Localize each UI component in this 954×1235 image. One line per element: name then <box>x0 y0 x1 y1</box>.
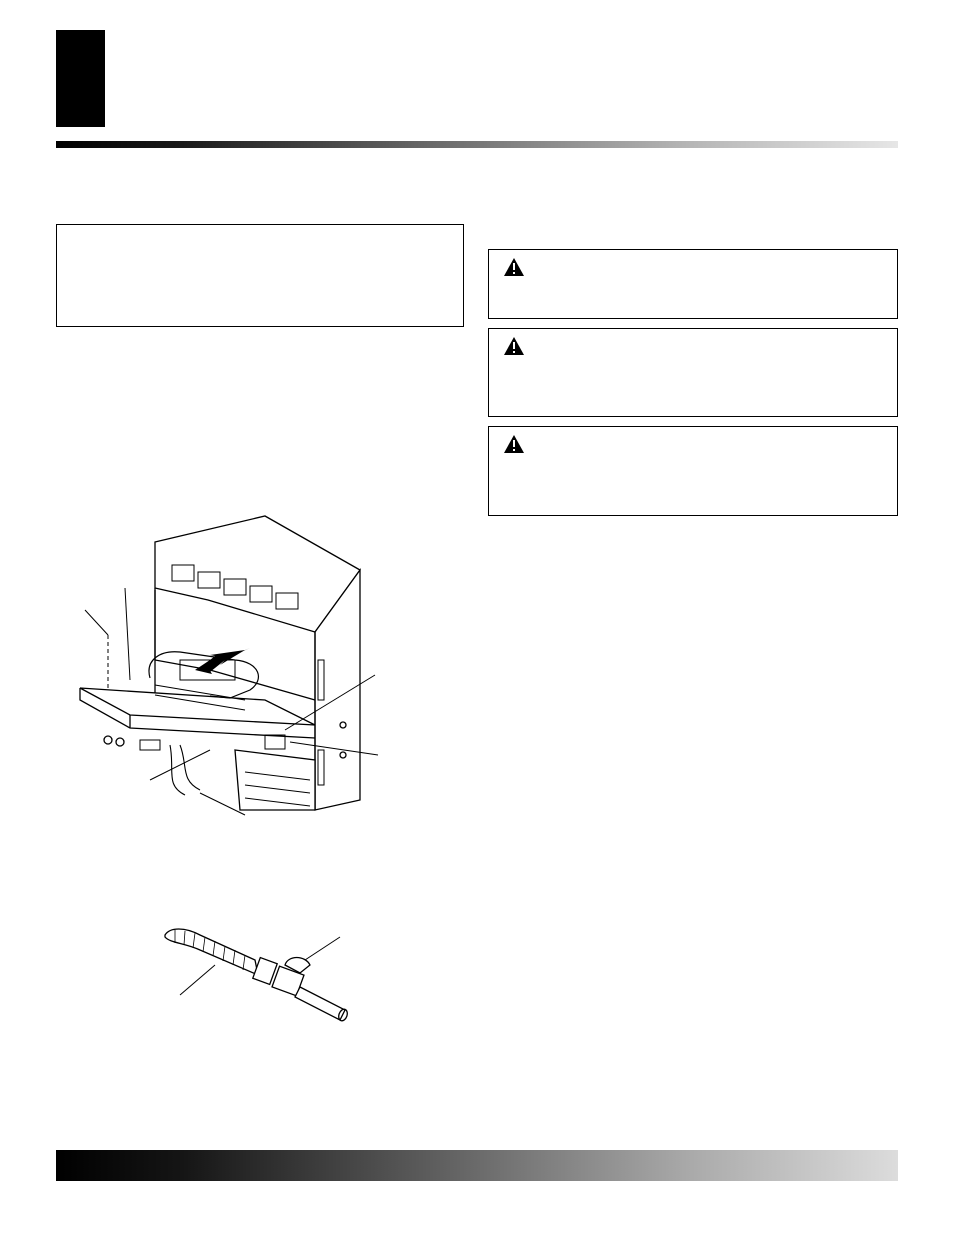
warning-triangle-icon <box>503 257 525 277</box>
footer-gradient-bar <box>56 1150 898 1181</box>
warning-triangle-icon <box>503 336 525 356</box>
section-tab-marker <box>56 30 105 127</box>
header-gradient-rule <box>56 141 898 148</box>
warning-box-3 <box>488 426 898 516</box>
gas-valve-figure <box>160 915 360 1030</box>
warning-box-2 <box>488 328 898 417</box>
warning-box-1 <box>488 249 898 319</box>
warning-triangle-icon <box>503 434 525 454</box>
notice-box <box>56 224 464 327</box>
burner-assembly-figure <box>60 510 390 830</box>
